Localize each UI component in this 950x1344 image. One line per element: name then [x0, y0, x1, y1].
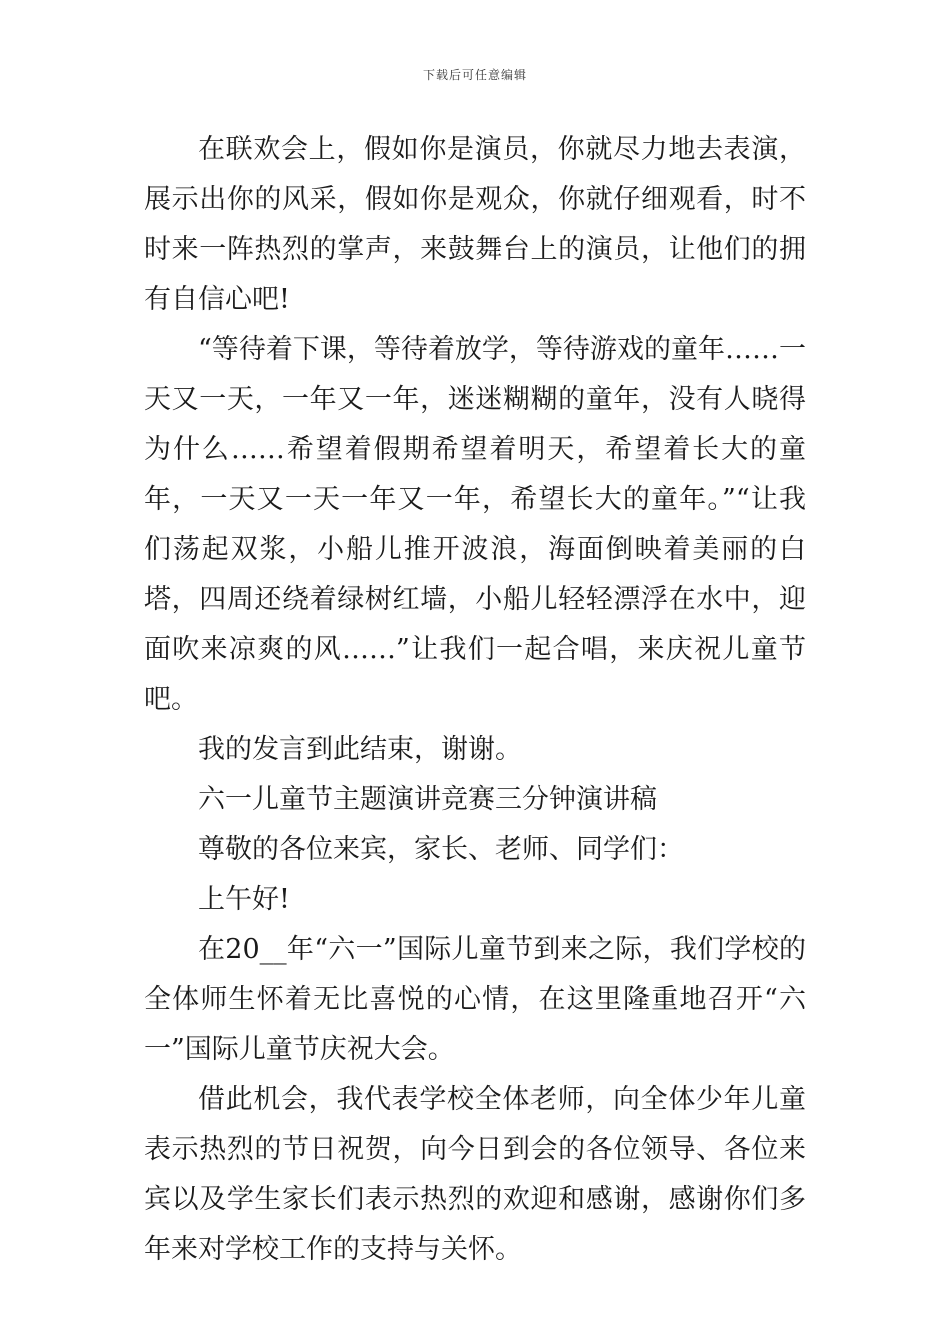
paragraph-childhood-song: “等待着下课，等待着放学，等待游戏的童年……一天又一天，一年又一年，迷迷糊糊的童年，没有人晓得为什么……希望着假期希望着明天，希望着长大的童年，一天又一天一年又一年，希望长大的童年。”“让我们荡起双浆，小船儿推开波浪，海面倒映着美丽的白塔，四周还绕着绿树红墙，小船儿轻轻漂浮在水中，迎面吹来凉爽的风……”让我们一起合唱，来庆祝儿童节吧。 [144, 334, 806, 715]
page-header-note: 下载后可任意编辑 [422, 68, 527, 82]
paragraph-closing: 我的发言到此结束，谢谢。 [198, 734, 522, 765]
paragraph-salutation: 尊敬的各位来宾，家长、老师、同学们： [198, 834, 684, 865]
paragraph-thanks: 借此机会，我代表学校全体老师，向全体少年儿童表示热烈的节日祝贺，向今日到会的各位领导、各位来宾以及学生家长们表示热烈的欢迎和感谢，感谢你们多年来对学校工作的支持与关怀。 [144, 1084, 806, 1265]
paragraph-celebration-intro: 在20__年“六一”国际儿童节到来之际，我们学校的全体师生怀着无比喜悦的心情，在这里隆重地召开“六一”国际儿童节庆祝大会。 [144, 934, 806, 1065]
paragraph-party-performance: 在联欢会上，假如你是演员，你就尽力地去表演，展示出你的风采，假如你是观众，你就仔细观看，时不时来一阵热烈的掌声，来鼓舞台上的演员，让他们的拥有自信心吧! [144, 134, 806, 315]
document-body [144, 125, 806, 1275]
paragraph-greeting: 上午好! [198, 884, 290, 915]
speech-title: 六一儿童节主题演讲竞赛三分钟演讲稿 [198, 784, 657, 815]
